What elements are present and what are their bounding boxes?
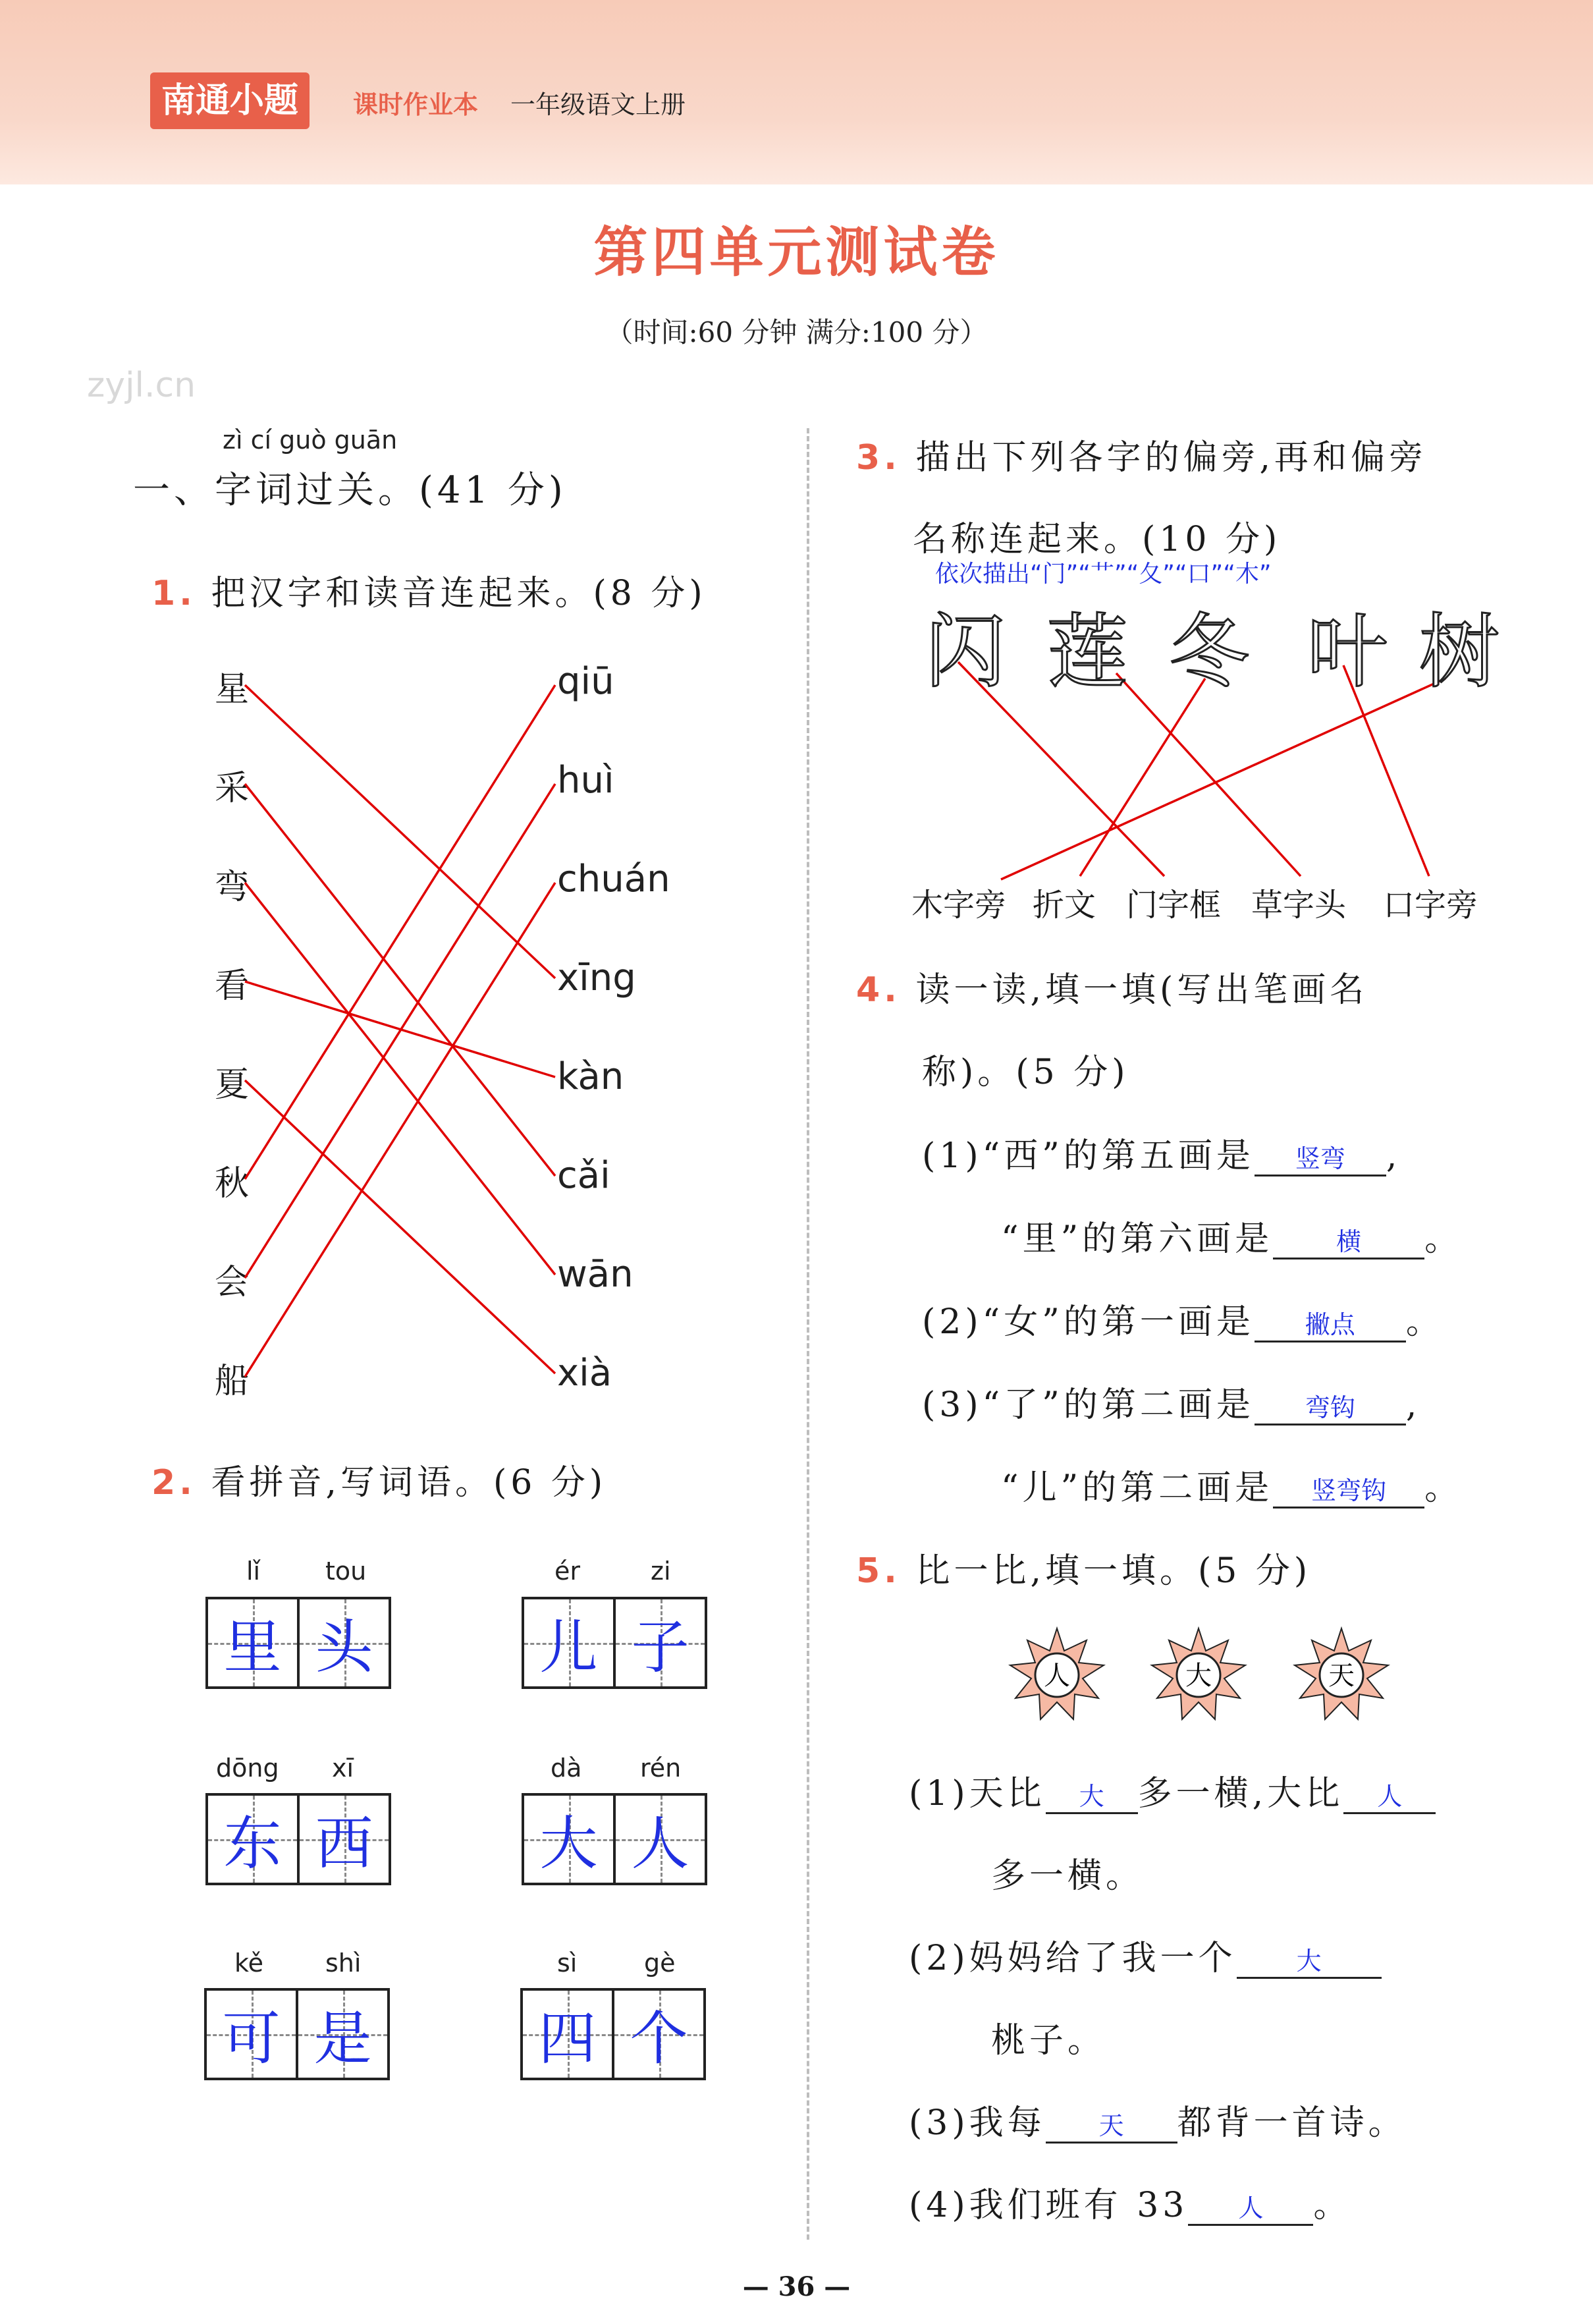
tianzige-box xyxy=(205,1793,391,1885)
q5-text-part: 。 xyxy=(1313,2186,1352,2225)
trace-char: 树 xyxy=(1419,605,1499,699)
q5-number: 5. xyxy=(856,1551,901,1591)
answer-char-cell: 是 xyxy=(296,1991,387,2078)
q4-prompt-line2: 称)。(5 分) xyxy=(922,1053,1129,1092)
answer-char-cell: 头 xyxy=(297,1599,389,1686)
q5-text: 比一比,填一填。(5 分) xyxy=(915,1551,1312,1591)
radical-name: 木字旁 xyxy=(911,887,1007,924)
answer-char-cell: 东 xyxy=(208,1796,297,1883)
q1-char: 秋 xyxy=(215,1164,250,1204)
page-number: — 36 — xyxy=(742,2271,851,2302)
match-line xyxy=(245,685,555,1179)
q2-pinyin: shì xyxy=(325,1949,362,1978)
q5-text-part: 都背一首诗。 xyxy=(1177,2103,1407,2143)
q1-char: 星 xyxy=(215,670,250,709)
tianzige-box xyxy=(204,1988,390,2080)
q5-text-part: (1)天比 xyxy=(909,1774,1046,1813)
q2-number: 2. xyxy=(151,1463,196,1503)
q4-item-punct: 。 xyxy=(1405,1302,1444,1342)
q4-item xyxy=(922,1377,1420,1426)
answer-char-cell: 里 xyxy=(208,1599,297,1686)
tianzige-box xyxy=(522,1597,707,1689)
q5-item-2 xyxy=(909,1930,1382,1979)
q1-char: 船 xyxy=(215,1362,250,1401)
radical-name: 折文 xyxy=(1033,887,1096,924)
q1-pinyin: qiū xyxy=(557,660,614,703)
answer-char-cell: 个 xyxy=(612,1991,703,2078)
flower-char: 天 xyxy=(1328,1661,1355,1691)
answer-char-cell: 儿 xyxy=(524,1599,613,1686)
flower-char: 人 xyxy=(1044,1661,1070,1691)
answer-blank: 大 xyxy=(1237,1941,1382,1979)
q3-prompt-line1 xyxy=(856,429,1427,479)
answer-char-cell: 子 xyxy=(613,1599,705,1686)
answer-char-cell: 西 xyxy=(297,1796,389,1883)
q3-text: 描出下列各字的偏旁,再和偏旁 xyxy=(915,438,1427,478)
tianzige-box xyxy=(522,1793,707,1885)
flower-char: 大 xyxy=(1185,1661,1212,1691)
q4-number: 4. xyxy=(856,970,901,1010)
q2-prompt xyxy=(151,1454,607,1504)
answer-char-cell: 人 xyxy=(613,1796,705,1883)
radical-name: 口字旁 xyxy=(1383,887,1478,924)
q2-pinyin: gè xyxy=(644,1949,676,1978)
q5-prompt xyxy=(856,1543,1311,1592)
answer-char-cell: 可 xyxy=(207,1991,296,2078)
q1-pinyin: cǎi xyxy=(557,1154,610,1197)
trace-char: 莲 xyxy=(1047,605,1127,699)
q2-pinyin: dōng xyxy=(216,1754,279,1783)
q1-pinyin: xià xyxy=(557,1352,612,1395)
answer-char-cell: 四 xyxy=(523,1991,612,2078)
q1-pinyin: kàn xyxy=(557,1055,624,1098)
answer-blank: 竖弯钩 xyxy=(1273,1470,1424,1508)
q1-pinyin: wān xyxy=(557,1253,634,1296)
trace-char: 叶 xyxy=(1307,605,1388,699)
q4-item-text: “儿”的第二画是 xyxy=(1001,1468,1274,1508)
brand-logo: 南通小题 xyxy=(150,72,310,129)
q5-item-4 xyxy=(909,2177,1351,2227)
q2-pinyin: sì xyxy=(557,1949,578,1978)
q4-item-text: (1)“西”的第五画是 xyxy=(922,1136,1255,1176)
q1-char: 弯 xyxy=(215,868,250,907)
q3-prompt-line2: 名称连起来。(10 分) xyxy=(913,520,1282,559)
answer-blank: 横 xyxy=(1273,1221,1424,1259)
q5-text-part: 多一横,大比 xyxy=(1137,1774,1344,1813)
page-title: 第四单元测试卷 xyxy=(593,221,1000,284)
grade-label: 一年级语文上册 xyxy=(510,90,686,119)
q5-item-1-cont: 多一横。 xyxy=(991,1856,1145,1896)
section1-heading: 一、字词过关。(41 分) xyxy=(133,469,567,512)
match-line xyxy=(1080,678,1205,876)
q4-item-punct: 。 xyxy=(1424,1468,1463,1508)
q5-item-1 xyxy=(909,1765,1436,1815)
q1-char: 看 xyxy=(215,966,250,1006)
flower-icon xyxy=(1008,1626,1106,1725)
q2-pinyin: zi xyxy=(651,1557,671,1586)
q2-pinyin: kě xyxy=(234,1949,264,1978)
q1-char: 采 xyxy=(215,769,250,808)
q1-number: 1. xyxy=(151,574,196,613)
q4-prompt-line1 xyxy=(856,962,1368,1011)
q4-item xyxy=(1001,1460,1463,1509)
radical-name: 草字头 xyxy=(1251,887,1347,924)
watermark: zyjl.cn xyxy=(87,366,196,405)
q4-item xyxy=(922,1128,1401,1177)
answer-blank: 人 xyxy=(1188,2188,1313,2226)
flower-icon xyxy=(1292,1626,1391,1725)
match-line xyxy=(245,784,555,1176)
section1-pinyin: zì cí guò guān xyxy=(223,426,398,455)
q5-text-part: (2)妈妈给了我一个 xyxy=(909,1939,1237,1978)
q4-item-punct: , xyxy=(1386,1136,1401,1176)
q2-pinyin: xī xyxy=(332,1754,354,1783)
match-line xyxy=(245,883,555,1275)
q4-text: 读一读,填一填(写出笔画名 xyxy=(915,970,1368,1010)
q4-item xyxy=(1001,1211,1463,1260)
q3-hint: 依次描出“门”“艹”“夂”“口”“木” xyxy=(935,561,1272,588)
q4-item-punct: , xyxy=(1405,1385,1421,1425)
answer-blank: 竖弯 xyxy=(1255,1138,1386,1176)
q1-char: 会 xyxy=(215,1263,250,1302)
flower-icon xyxy=(1149,1626,1248,1725)
tianzige-box xyxy=(205,1597,391,1689)
match-line xyxy=(245,1080,555,1373)
answer-blank: 撇点 xyxy=(1255,1304,1406,1342)
q1-pinyin: xīng xyxy=(557,956,636,999)
q2-pinyin: ér xyxy=(554,1557,581,1586)
answer-blank: 弯钩 xyxy=(1255,1387,1406,1425)
q2-pinyin: dà xyxy=(551,1754,582,1783)
q1-text: 把汉字和读音连起来。(8 分) xyxy=(211,574,707,613)
q4-item-text: (3)“了”的第二画是 xyxy=(922,1385,1255,1425)
match-line xyxy=(245,784,555,1278)
q4-item-punct: 。 xyxy=(1424,1219,1463,1259)
answer-blank: 人 xyxy=(1343,1776,1436,1814)
q2-pinyin: lǐ xyxy=(246,1557,261,1586)
q2-pinyin: tou xyxy=(325,1557,367,1586)
q2-text: 看拼音,写词语。(6 分) xyxy=(211,1463,607,1503)
q5-text-part: (4)我们班有 33 xyxy=(909,2186,1189,2225)
page-subtitle: （时间:60 分钟 满分:100 分） xyxy=(605,316,988,348)
match-line xyxy=(245,883,555,1377)
radical-name: 门字框 xyxy=(1126,887,1222,924)
answer-blank: 天 xyxy=(1046,2105,1177,2144)
q4-item-text: “里”的第六画是 xyxy=(1001,1219,1274,1259)
q5-text-part: (3)我每 xyxy=(909,2103,1046,2143)
q5-item-2-cont: 桃子。 xyxy=(991,2021,1106,2061)
q1-char: 夏 xyxy=(215,1065,250,1105)
trace-char: 冬 xyxy=(1169,605,1249,699)
q1-pinyin: chuán xyxy=(557,858,670,900)
answer-blank: 大 xyxy=(1046,1776,1138,1814)
q3-number: 3. xyxy=(856,438,901,478)
answer-char-cell: 大 xyxy=(524,1796,613,1883)
trace-char: 闪 xyxy=(925,605,1006,699)
tianzige-box xyxy=(520,1988,706,2080)
match-line xyxy=(1001,678,1445,879)
q1-pinyin: huì xyxy=(557,759,614,802)
q5-item-3 xyxy=(909,2095,1407,2144)
q2-pinyin: rén xyxy=(640,1754,682,1783)
q4-item-text: (2)“女”的第一画是 xyxy=(922,1302,1255,1342)
brand-subtitle: 课时作业本 xyxy=(353,90,479,119)
q4-item xyxy=(922,1294,1444,1343)
